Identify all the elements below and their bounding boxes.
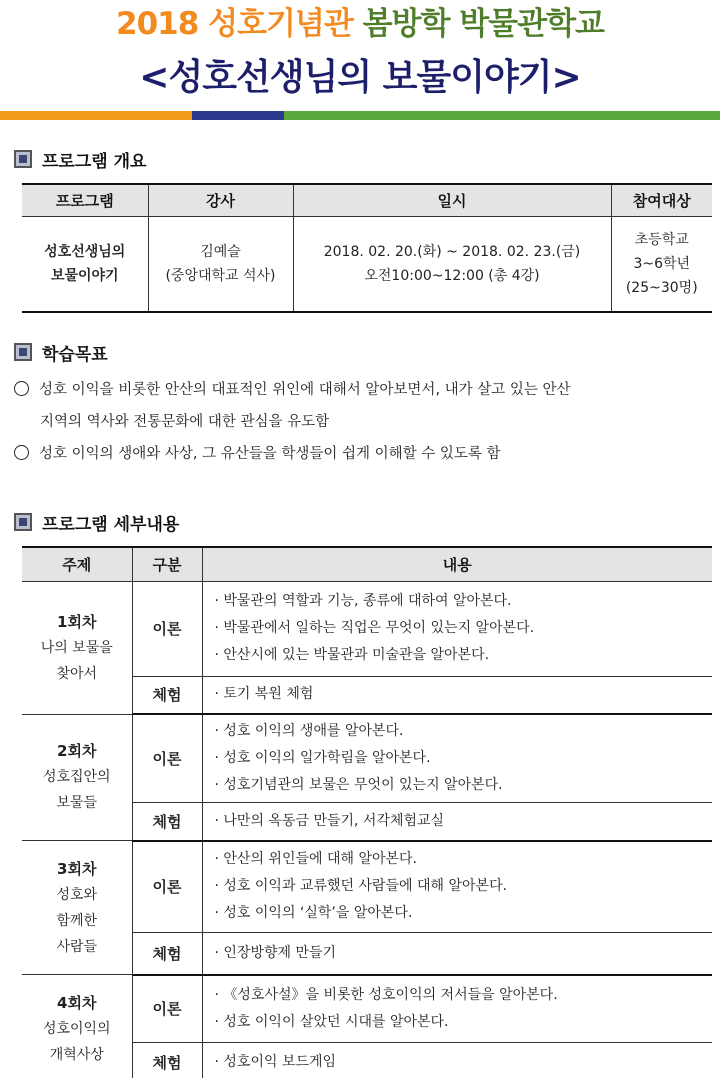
- overview-section-header: [14, 148, 146, 170]
- goals-section-title: 학습목표: [42, 344, 108, 365]
- session-4-exp-label: 체험: [132, 1043, 202, 1078]
- header-bar-green: [284, 111, 720, 120]
- session-3-theory-content: [202, 841, 712, 933]
- session-4-topic: [22, 975, 132, 1078]
- session-2-exp-content: · 나만의 옥동금 만들기, 서각체험교실: [202, 803, 712, 841]
- program-name-line2: 보물이야기: [50, 267, 119, 284]
- instructor-name: 김예슬: [200, 243, 241, 260]
- overview-header-instructor: 강사: [148, 184, 293, 216]
- overview-target-cell: [611, 216, 712, 312]
- session-1-theory-row: [22, 581, 712, 676]
- date-range: 2018. 02. 20.(화) ~ 2018. 02. 23.(금): [323, 243, 581, 260]
- square-bullet-icon: [14, 513, 32, 531]
- session-4-theory-content: [202, 975, 712, 1043]
- square-bullet-icon: [14, 150, 32, 168]
- goals-section-header: [14, 341, 108, 363]
- session-2-topic-line2: 보물들: [56, 795, 98, 812]
- session-2-topic-line1: 성호집안의: [42, 769, 111, 786]
- circle-bullet-icon: [14, 445, 29, 460]
- session-4-topic-line1: 성호이익의: [42, 1020, 111, 1037]
- list-item: · 박물관의 역할과 기능, 종류에 대하여 알아본다.: [214, 593, 512, 609]
- overview-program-cell: [22, 216, 148, 312]
- session-2-topic: [22, 714, 132, 841]
- list-item: · 안산의 위인들에 대해 알아본다.: [214, 851, 418, 868]
- overview-section-title: 프로그램 개요: [42, 151, 147, 172]
- session-3-exp-content: · 인장방향제 만들기: [202, 933, 712, 975]
- details-header-topic: 주제: [22, 547, 132, 581]
- title-part-2: 봄방학 박물관학교: [362, 6, 604, 42]
- details-header-row: [22, 547, 712, 581]
- session-2-theory-content: [202, 714, 712, 803]
- goal1-line1: 성호 이익을 비롯한 안산의 대표적인 위인에 대해서 알아보면서, 내가 살고 있는 안산: [39, 382, 571, 398]
- goal1-line2: 지역의 역사와 전통문화에 대한 관심을 유도함: [40, 414, 330, 430]
- header-bar-orange: [0, 111, 192, 120]
- session-1-topic: [22, 581, 132, 714]
- session-3-theory-row: [22, 841, 712, 933]
- goal-item-1: [14, 374, 714, 438]
- session-2-theory-label: 이론: [132, 714, 202, 803]
- session-2-number: 2회차: [57, 742, 97, 761]
- page-title: [0, 4, 720, 44]
- details-section-title: 프로그램 세부내용: [42, 514, 180, 535]
- list-item: · 성호 이익이 살았던 시대를 알아본다.: [214, 1013, 449, 1030]
- program-name-line1: 성호선생님의: [44, 243, 126, 260]
- target-line2: 3~6학년: [633, 255, 691, 272]
- session-1-theory-label: 이론: [132, 581, 202, 676]
- list-item: · 《성호사설》을 비롯한 성호이익의 저서들을 알아본다.: [214, 986, 558, 1003]
- session-4-exp-content: · 성호이익 보드게임: [202, 1043, 712, 1078]
- circle-bullet-icon: [14, 381, 29, 396]
- session-3-exp-label: 체험: [132, 933, 202, 975]
- instructor-affiliation: (중앙대학교 석사): [165, 267, 276, 284]
- session-1-theory-content: [202, 581, 712, 676]
- target-line3: (25~30명): [625, 279, 698, 296]
- target-line1: 초등학교: [634, 231, 689, 248]
- session-1-exp-content: · 토기 복원 체험: [202, 676, 712, 714]
- list-item: · 안산시에 있는 박물관과 미술관을 알아본다.: [214, 647, 490, 663]
- overview-date-cell: [293, 216, 611, 312]
- overview-instructor-cell: [148, 216, 293, 312]
- details-section-header: [14, 511, 179, 533]
- overview-header-date: 일시: [293, 184, 611, 216]
- session-3-theory-label: 이론: [132, 841, 202, 933]
- overview-header-target: 참여대상: [611, 184, 712, 216]
- session-3-number: 3회차: [57, 859, 97, 878]
- details-header-kind: 구분: [132, 547, 202, 581]
- session-3-topic: [22, 841, 132, 975]
- session-1-exp-label: 체험: [132, 676, 202, 714]
- overview-row: [22, 216, 712, 312]
- list-item: · 성호 이익과 교류했던 사람들에 대해 알아본다.: [214, 878, 508, 895]
- goal-item-2: [14, 438, 714, 470]
- square-bullet-icon: [14, 343, 32, 361]
- session-4-theory-label: 이론: [132, 975, 202, 1043]
- session-3-topic-line2: 함께한: [56, 912, 98, 929]
- details-header-content: 내용: [202, 547, 712, 581]
- session-1-topic-line1: 나의 보물을: [40, 639, 113, 656]
- list-item: · 성호 이익의 생애를 알아본다.: [214, 723, 404, 739]
- session-4-theory-row: [22, 975, 712, 1043]
- session-3-topic-line1: 성호와: [56, 886, 98, 903]
- list-item: · 성호 이익의 일가학림을 알아본다.: [214, 750, 431, 766]
- overview-table: [22, 183, 712, 313]
- page-subtitle: <성호선생님의 보물이야기>: [139, 57, 581, 98]
- header-bar-navy: [192, 111, 284, 120]
- session-1-number: 1회차: [57, 612, 97, 631]
- goal2-text: 성호 이익의 생애와 사상, 그 유산들을 학생들이 쉽게 이해할 수 있도록 함: [39, 446, 501, 462]
- time-range: 오전10:00~12:00 (총 4강): [364, 267, 540, 284]
- list-item: · 성호기념관의 보물은 무엇이 있는지 알아본다.: [214, 777, 503, 793]
- title-part-1: 2018 성호기념관: [116, 6, 353, 42]
- session-4-topic-line2: 개혁사상: [49, 1046, 104, 1063]
- session-2-theory-row: [22, 714, 712, 803]
- overview-header-row: [22, 184, 712, 216]
- list-item: · 성호 이익의 ‘실학’을 알아본다.: [214, 905, 413, 922]
- list-item: · 박물관에서 일하는 직업은 무엇이 있는지 알아본다.: [214, 620, 535, 636]
- session-1-topic-line2: 찾아서: [56, 665, 98, 682]
- session-2-exp-label: 체험: [132, 803, 202, 841]
- session-3-topic-line3: 사람들: [56, 938, 98, 955]
- session-4-number: 4회차: [57, 993, 97, 1012]
- overview-header-program: 프로그램: [22, 184, 148, 216]
- details-table: [22, 546, 712, 1078]
